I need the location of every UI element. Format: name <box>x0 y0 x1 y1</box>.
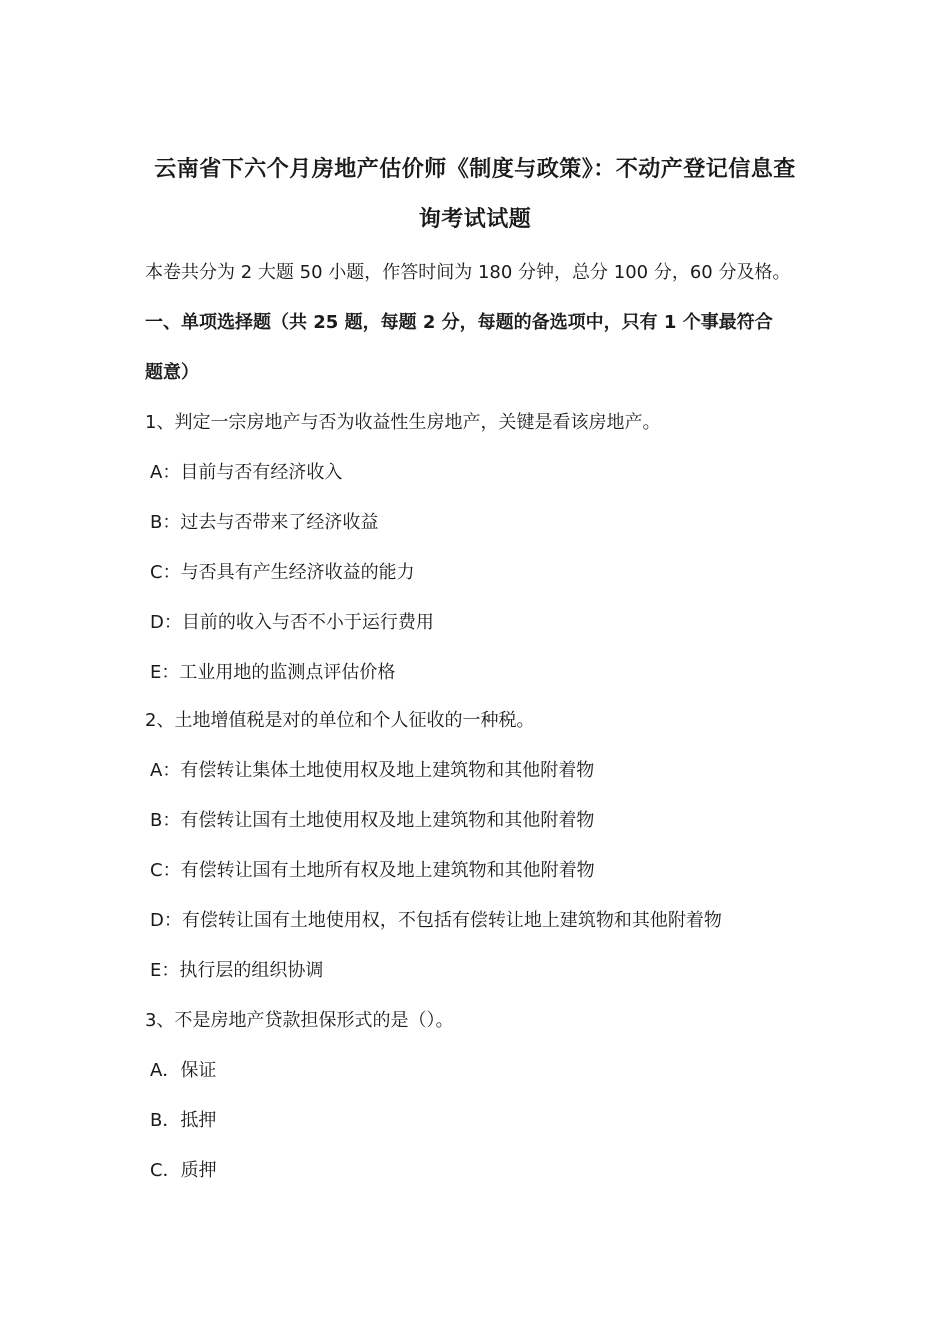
document-title <box>140 145 810 245</box>
question-option: B．抵押 <box>150 1110 217 1131</box>
question-stem: 2、土地增值税是对的单位和个人征收的一种税。 <box>145 710 535 731</box>
question-option: A：目前与否有经济收入 <box>150 462 343 483</box>
section-heading-line-1: 一、单项选择题（共 25 题，每题 2 分，每题的备选项中，只有 1 个事最符合 <box>145 312 773 333</box>
question-option: C．质押 <box>150 1160 217 1181</box>
title-line-1: 云南省下六个月房地产估价师《制度与政策》：不动产登记信息查 <box>154 157 796 182</box>
title-line-2: 询考试试题 <box>418 207 532 232</box>
question-option: E：执行层的组织协调 <box>150 960 324 981</box>
question-option: D：目前的收入与否不小于运行费用 <box>150 612 434 633</box>
question-option: D：有偿转让国有土地使用权，不包括有偿转让地上建筑物和其他附着物 <box>150 910 722 931</box>
question-option: C：与否具有产生经济收益的能力 <box>150 562 415 583</box>
question-option: C：有偿转让国有土地所有权及地上建筑物和其他附着物 <box>150 860 595 881</box>
question-stem: 1、判定一宗房地产与否为收益性生房地产，关键是看该房地产。 <box>145 412 661 433</box>
question-option: A：有偿转让集体土地使用权及地上建筑物和其他附着物 <box>150 760 595 781</box>
question-option: B：有偿转让国有土地使用权及地上建筑物和其他附着物 <box>150 810 595 831</box>
question-option: E：工业用地的监测点评估价格 <box>150 662 396 683</box>
question-option: B：过去与否带来了经济收益 <box>150 512 379 533</box>
question-stem: 3、不是房地产贷款担保形式的是（）。 <box>145 1010 454 1031</box>
exam-intro: 本卷共分为 2 大题 50 小题，作答时间为 180 分钟，总分 100 分，60 分及格。 <box>145 262 791 283</box>
question-option: A．保证 <box>150 1060 217 1081</box>
section-heading-line-2: 题意） <box>145 362 199 383</box>
